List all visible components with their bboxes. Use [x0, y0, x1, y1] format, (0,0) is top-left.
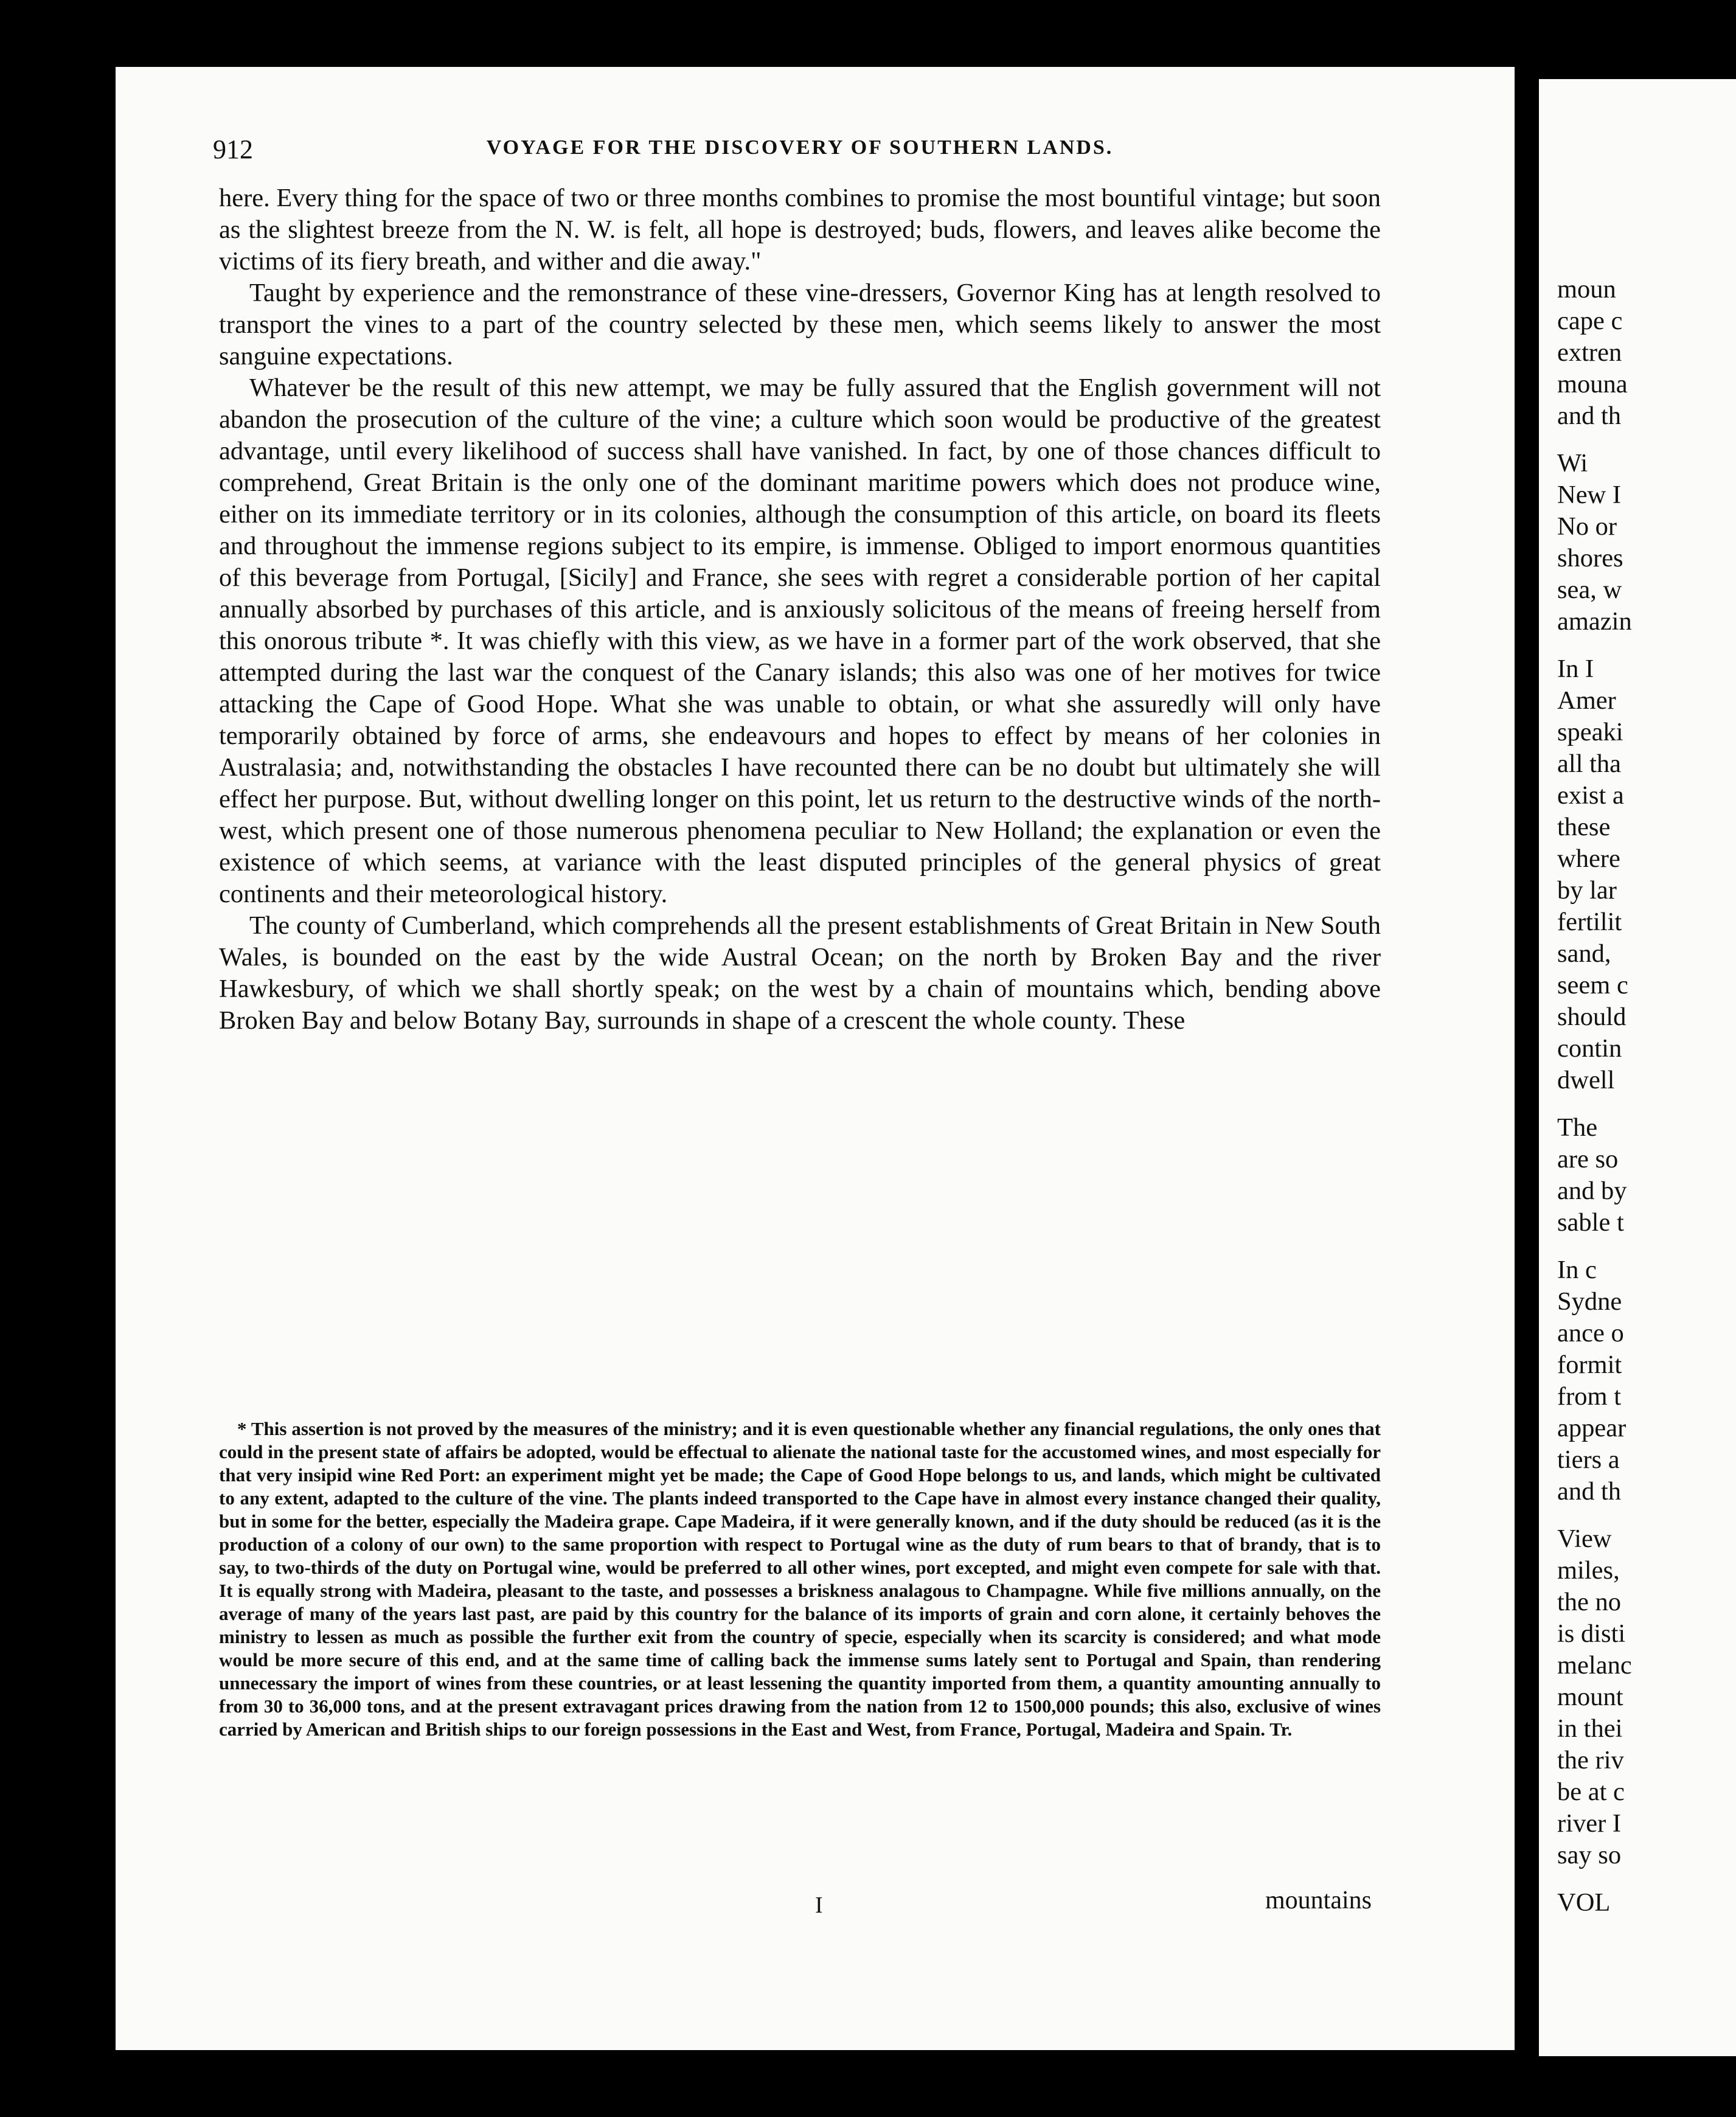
facing-page-line: VOL: [1557, 1888, 1611, 1917]
facing-page-fragments: [1557, 274, 1736, 1919]
facing-page-line: extren: [1557, 338, 1622, 367]
line-gap: [1557, 1239, 1736, 1254]
facing-page-line: exist a: [1557, 781, 1624, 810]
signature-mark: I: [815, 1893, 823, 1918]
facing-page-line: say so: [1557, 1841, 1622, 1869]
facing-page-line: the riv: [1557, 1746, 1624, 1775]
facing-page-line: should: [1557, 1003, 1627, 1031]
running-title: VOYAGE FOR THE DISCOVERY OF SOUTHERN LANDS.: [486, 136, 1114, 159]
facing-page-line: contin: [1557, 1034, 1622, 1063]
facing-page-line: shores: [1557, 544, 1623, 572]
facing-page-line: ance o: [1557, 1319, 1624, 1347]
body-text: [219, 182, 1381, 1037]
facing-page-line: melanc: [1557, 1651, 1632, 1680]
facing-page-line: where: [1557, 844, 1620, 873]
facing-page-line: Amer: [1557, 686, 1616, 715]
facing-page-line: be at c: [1557, 1778, 1625, 1806]
facing-page-line: sand,: [1557, 939, 1611, 968]
paragraph: Whatever be the result of this new attempt, we may be fully assured that the English government will not abandon the prosecution of the culture of the vine; a culture which soon would be productive of the greatest advantage, until every likelihood of success shall have vanished. In fact, by one of those chances difficult to comprehend, Great Britain is the only one of the dominant maritime powers which does not produce wine, either on its immediate territory or in its colonies, although the consumption of this article, on board its fleets and throughout the immense regions subject to its empire, is immense. Obliged to import enormous quantities of this beverage from Portugal, [Sicily] and France, she sees with regret a considerable portion of her capital annually absorbed by purchases of this article, and is anxiously solicitous of the means of freeing herself from this onorous tribute *. It was chiefly with this view, as we have in a former part of the work observed, that she attempted during the last war the conquest of the Canary islands; this also was one of her motives for twice attacking the Cape of Good Hope. What she was unable to obtain, or what she assuredly will only have temporarily obtained by force of arms, she endeavours and hopes to effect by means of her colonies in Australasia; and, notwithstanding the obstacles I have recounted there can be no doubt but ultimately she will effect her purpose. But, without dwelling longer on this point, let us return to the destructive winds of the north-west, which present one of those numerous phenomena peculiar to New Holland; the explanation or even the existence of which seems, at variance with the least disputed principles of the general physics of great continents and their meteorological history.: [219, 374, 1381, 908]
line-gap: [1557, 432, 1736, 448]
facing-page-line: the no: [1557, 1588, 1622, 1616]
facing-page-line: In c: [1557, 1256, 1597, 1284]
line-gap: [1557, 638, 1736, 653]
facing-page-line: Sydne: [1557, 1287, 1622, 1316]
footnote: [219, 1417, 1381, 1741]
line-gap: [1557, 1096, 1736, 1112]
line-gap: [1557, 1507, 1736, 1523]
facing-page-line: cape c: [1557, 307, 1623, 335]
page-number: 912: [213, 134, 253, 164]
facing-page-line: View: [1557, 1524, 1612, 1553]
facing-page-line: and th: [1557, 1477, 1622, 1506]
facing-page-line: appear: [1557, 1414, 1627, 1442]
book-page-right: [1539, 79, 1736, 2056]
facing-page-line: these: [1557, 813, 1611, 841]
paragraph: Taught by experience and the remonstrance of these vine-dressers, Governor King has at length resolved to transport the vines to a part of the country selected by these men, which seems likely to answer the most sanguine expectations.: [219, 279, 1381, 370]
book-gutter: [1515, 0, 1539, 2117]
facing-page-line: Wi: [1557, 449, 1588, 478]
line-gap: [1557, 1871, 1736, 1887]
facing-page-line: from t: [1557, 1382, 1622, 1411]
facing-page-line: mouna: [1557, 370, 1628, 398]
facing-page-line: In I: [1557, 655, 1594, 683]
facing-page-line: all tha: [1557, 749, 1622, 778]
facing-page-line: moun: [1557, 275, 1616, 304]
facing-page-line: seem c: [1557, 971, 1628, 999]
facing-page-line: and by: [1557, 1177, 1627, 1205]
facing-page-line: and th: [1557, 401, 1622, 430]
facing-page-line: dwell: [1557, 1066, 1615, 1094]
facing-page-line: mount: [1557, 1683, 1623, 1711]
page-header: [213, 134, 1387, 164]
facing-page-line: sable t: [1557, 1208, 1624, 1237]
facing-page-line: is disti: [1557, 1619, 1626, 1648]
facing-page-line: river I: [1557, 1809, 1622, 1838]
facing-page-line: are so: [1557, 1145, 1619, 1173]
facing-page-line: sea, w: [1557, 575, 1622, 604]
facing-page-line: speaki: [1557, 718, 1623, 746]
facing-page-line: amazin: [1557, 607, 1632, 636]
facing-page-line: in thei: [1557, 1714, 1623, 1743]
facing-page-line: by lar: [1557, 876, 1617, 905]
footnote-text: * This assertion is not proved by the measures of the ministry; and it is even questionable whether any financial regulations, the only ones that could in the present state of affairs be adopted, would be effectual to alienate the national taste for the accustomed wines, and most especially for that very insipid wine Red Port: an experiment might yet be made; the Cape of Good Hope belongs to us, and lands, which might be cultivated to any extent, adapted to the culture of the vine. The plants indeed transported to the Cape have in almost every instance changed their quality, but in some for the better, especially the Madeira grape. Cape Madeira, if it were generally known, and if the duty should be reduced (as it is the production of a colony of our own) to the same proportion with respect to Portugal wine as the duty of rum bears to that of brandy, that is to say, to two-thirds of the duty on Portugal wine, would be preferred to all other wines, port excepted, and might even compete for sale with that. It is equally strong with Madeira, pleasant to the taste, and possesses a briskness analagous to Champagne. While five millions annually, on the average of many of the years last past, are paid by this country for the balance of its imports of grain and corn alone, it certainly behoves the ministry to lessen as much as possible the further exit from the country of specie, especially when its scarcity is considered; and what mode would be more secure of this end, and at the same time of calling back the immense sums lately sent to Portugal and Spain, than rendering unnecessary the import of wines from these countries, or at least lessening the quantity imported from them, a quantity amounting annually to from 30 to 36,000 tons, and at the present extravagant prices drawing from the nation from 12 to 1500,000 pounds; this also, exclusive of wines carried by American and British ships to our foreign possessions in the East and West, from France, Portugal, Madeira and Spain. Tr.: [219, 1418, 1381, 1740]
facing-page-line: The: [1557, 1113, 1598, 1142]
paragraph: The county of Cumberland, which comprehends all the present establishments of Great Britain in New South Wales, is bounded on the east by the wide Austral Ocean; on the north by Broken Bay and the river Hawkesbury, of which we shall shortly speak; on the west by a chain of mountains which, bending above Broken Bay and below Botany Bay, surrounds in shape of a crescent the whole county. These: [219, 911, 1381, 1035]
facing-page-line: tiers a: [1557, 1445, 1620, 1474]
catchword: mountains: [1265, 1886, 1372, 1914]
paragraph: here. Every thing for the space of two or three months combines to promise the most bountiful vintage; but soon as the slightest breeze from the N. W. is felt, all hope is destroyed; buds, flowers, and leaves alike become the victims of its fiery breath, and wither and die away.": [219, 184, 1381, 276]
facing-page-line: No or: [1557, 512, 1617, 541]
facing-page-line: formit: [1557, 1350, 1622, 1379]
facing-page-line: fertilit: [1557, 908, 1622, 936]
facing-page-line: miles,: [1557, 1556, 1620, 1585]
facing-page-line: New I: [1557, 481, 1622, 509]
